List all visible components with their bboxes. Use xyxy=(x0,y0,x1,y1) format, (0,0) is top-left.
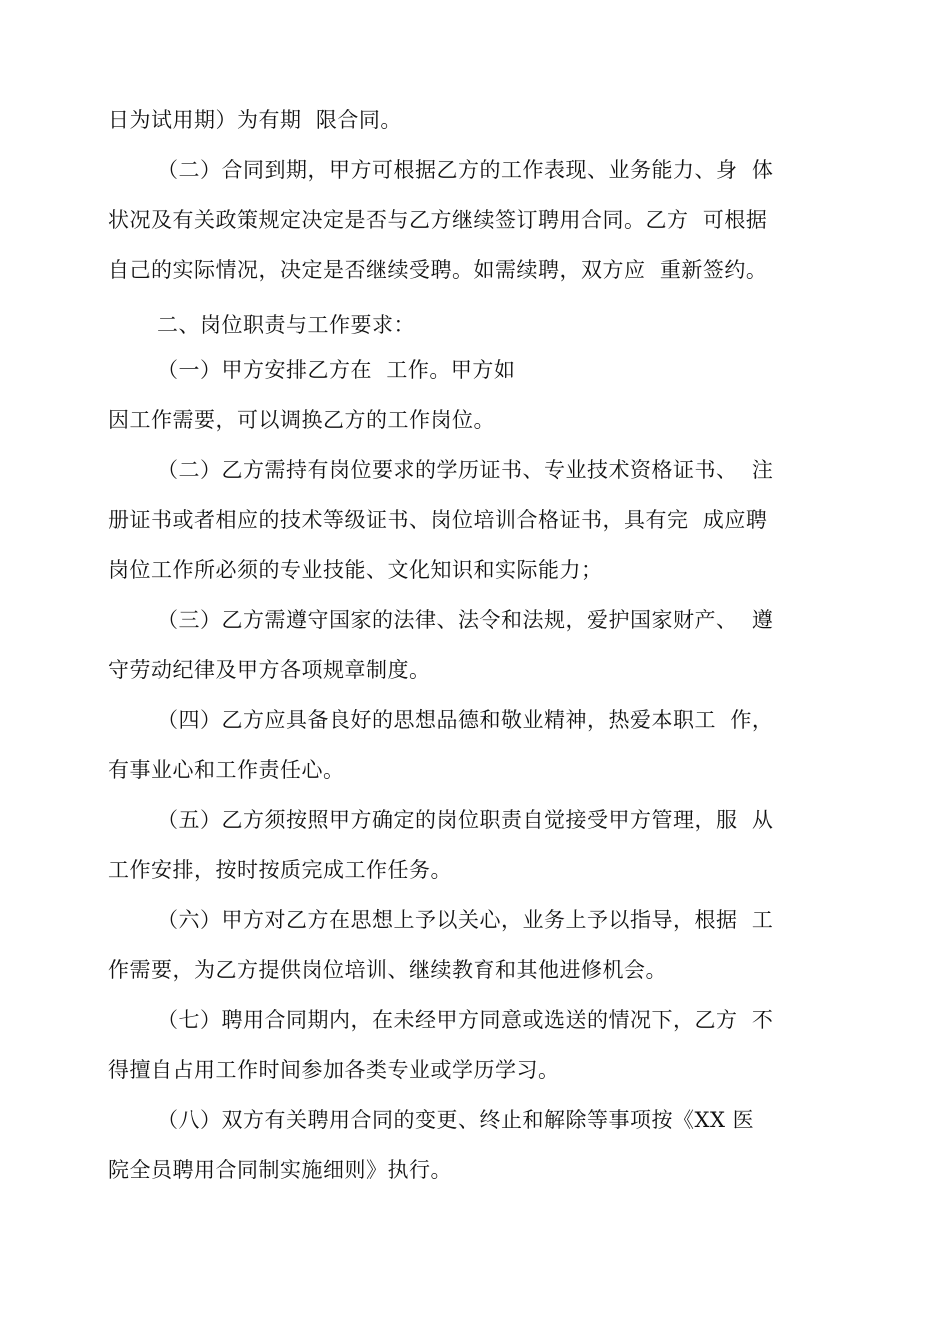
paragraph-line: （一）甲方安排乙方在 工作。甲方如 xyxy=(157,358,516,382)
paragraph-line: （三）乙方需遵守国家的法律、法令和法规，爱护国家财产、 遵 xyxy=(157,608,774,632)
paragraph-line: （二）合同到期，甲方可根据乙方的工作表现、业务能力、身 体 xyxy=(157,158,774,182)
paragraph-line: 日为试用期）为有期 限合同。 xyxy=(108,108,402,132)
paragraph-line: 册证书或者相应的技术等级证书、岗位培训合格证书，具有完 成应聘 xyxy=(108,508,768,532)
paragraph-line: 自己的实际情况，决定是否继续受聘。如需续聘，双方应 重新签约。 xyxy=(108,258,768,282)
paragraph-line: 工作安排，按时按质完成工作任务。 xyxy=(108,858,452,882)
paragraph-line: 得擅自占用工作时间参加各类专业或学历学习。 xyxy=(108,1058,560,1082)
paragraph-line: （七）聘用合同期内，在未经甲方同意或选送的情况下，乙方 不 xyxy=(157,1008,774,1032)
paragraph-line: 因工作需要，可以调换乙方的工作岗位。 xyxy=(108,408,495,432)
paragraph-line: （六）甲方对乙方在思想上予以关心，业务上予以指导，根据 工 xyxy=(157,908,774,932)
paragraph-line: （四）乙方应具备良好的思想品德和敬业精神，热爱本职工 作， xyxy=(157,708,774,732)
paragraph-line: 状况及有关政策规定决定是否与乙方继续签订聘用合同。乙方 可根据 xyxy=(108,208,768,232)
section-heading: 二、岗位职责与工作要求： xyxy=(157,313,415,337)
paragraph-line: 守劳动纪律及甲方各项规章制度。 xyxy=(108,658,431,682)
paragraph-line: （五）乙方须按照甲方确定的岗位职责自觉接受甲方管理，服 从 xyxy=(157,808,774,832)
paragraph-line: （八）双方有关聘用合同的变更、终止和解除等事项按《XX 医 xyxy=(157,1108,755,1132)
paragraph-line: 作需要，为乙方提供岗位培训、继续教育和其他进修机会。 xyxy=(108,958,667,982)
paragraph-line: 有事业心和工作责任心。 xyxy=(108,758,345,782)
paragraph-line: （二）乙方需持有岗位要求的学历证书、专业技术资格证书、 注 xyxy=(157,458,774,482)
paragraph-line: 岗位工作所必须的专业技能、文化知识和实际能力； xyxy=(108,558,603,582)
paragraph-line: 院全员聘用合同制实施细则》执行。 xyxy=(108,1158,452,1182)
